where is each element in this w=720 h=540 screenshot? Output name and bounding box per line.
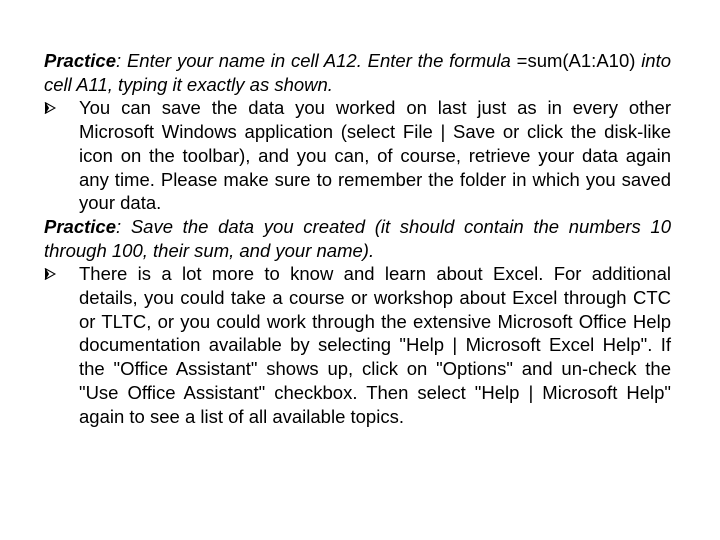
practice-label: Practice xyxy=(44,50,116,71)
formula-text: =sum(A1:A10) xyxy=(516,50,636,71)
arrow-bullet-icon xyxy=(44,102,56,114)
bullet-text: There is a lot more to know and learn about Excel. For additional details, you could take a course or workshop about Excel through CTC or TLTC, or you could work through the extensive Microsoft Office Help documentation available by selecting "Help | Microsoft Excel Help". If the "Office Assistant" shows up, click on "Options" and un-check the "Use Office Assistant" checkbox. Then select "Help | Microsoft Help" again to see a list of all available topics. xyxy=(79,263,671,427)
practice-colon: : xyxy=(116,50,127,71)
practice-paragraph-2 xyxy=(44,215,671,262)
arrow-bullet-icon xyxy=(44,268,56,280)
practice-label: Practice xyxy=(44,215,116,237)
slide-content xyxy=(44,49,671,428)
bullet-text: You can save the data you worked on last just as in every other Microsoft Windows application (select File | Save or click the disk-like icon on the toolbar), and you can, of course, retrieve your data again any time. Please make sure to remember the folder in which you saved your data. xyxy=(79,97,671,214)
bullet-item-learn-more xyxy=(44,262,671,428)
practice-text-continued: into cell A11, typing it exactly as shown. xyxy=(44,50,672,95)
practice-text: : Save the data you created (it should contain the numbers 10 through 100, their sum, and your name). xyxy=(44,215,671,261)
practice-text: Enter your name in cell A12. Enter the formula xyxy=(126,50,511,71)
practice-paragraph-1 xyxy=(44,49,671,96)
bullet-item-save-data xyxy=(44,96,671,215)
